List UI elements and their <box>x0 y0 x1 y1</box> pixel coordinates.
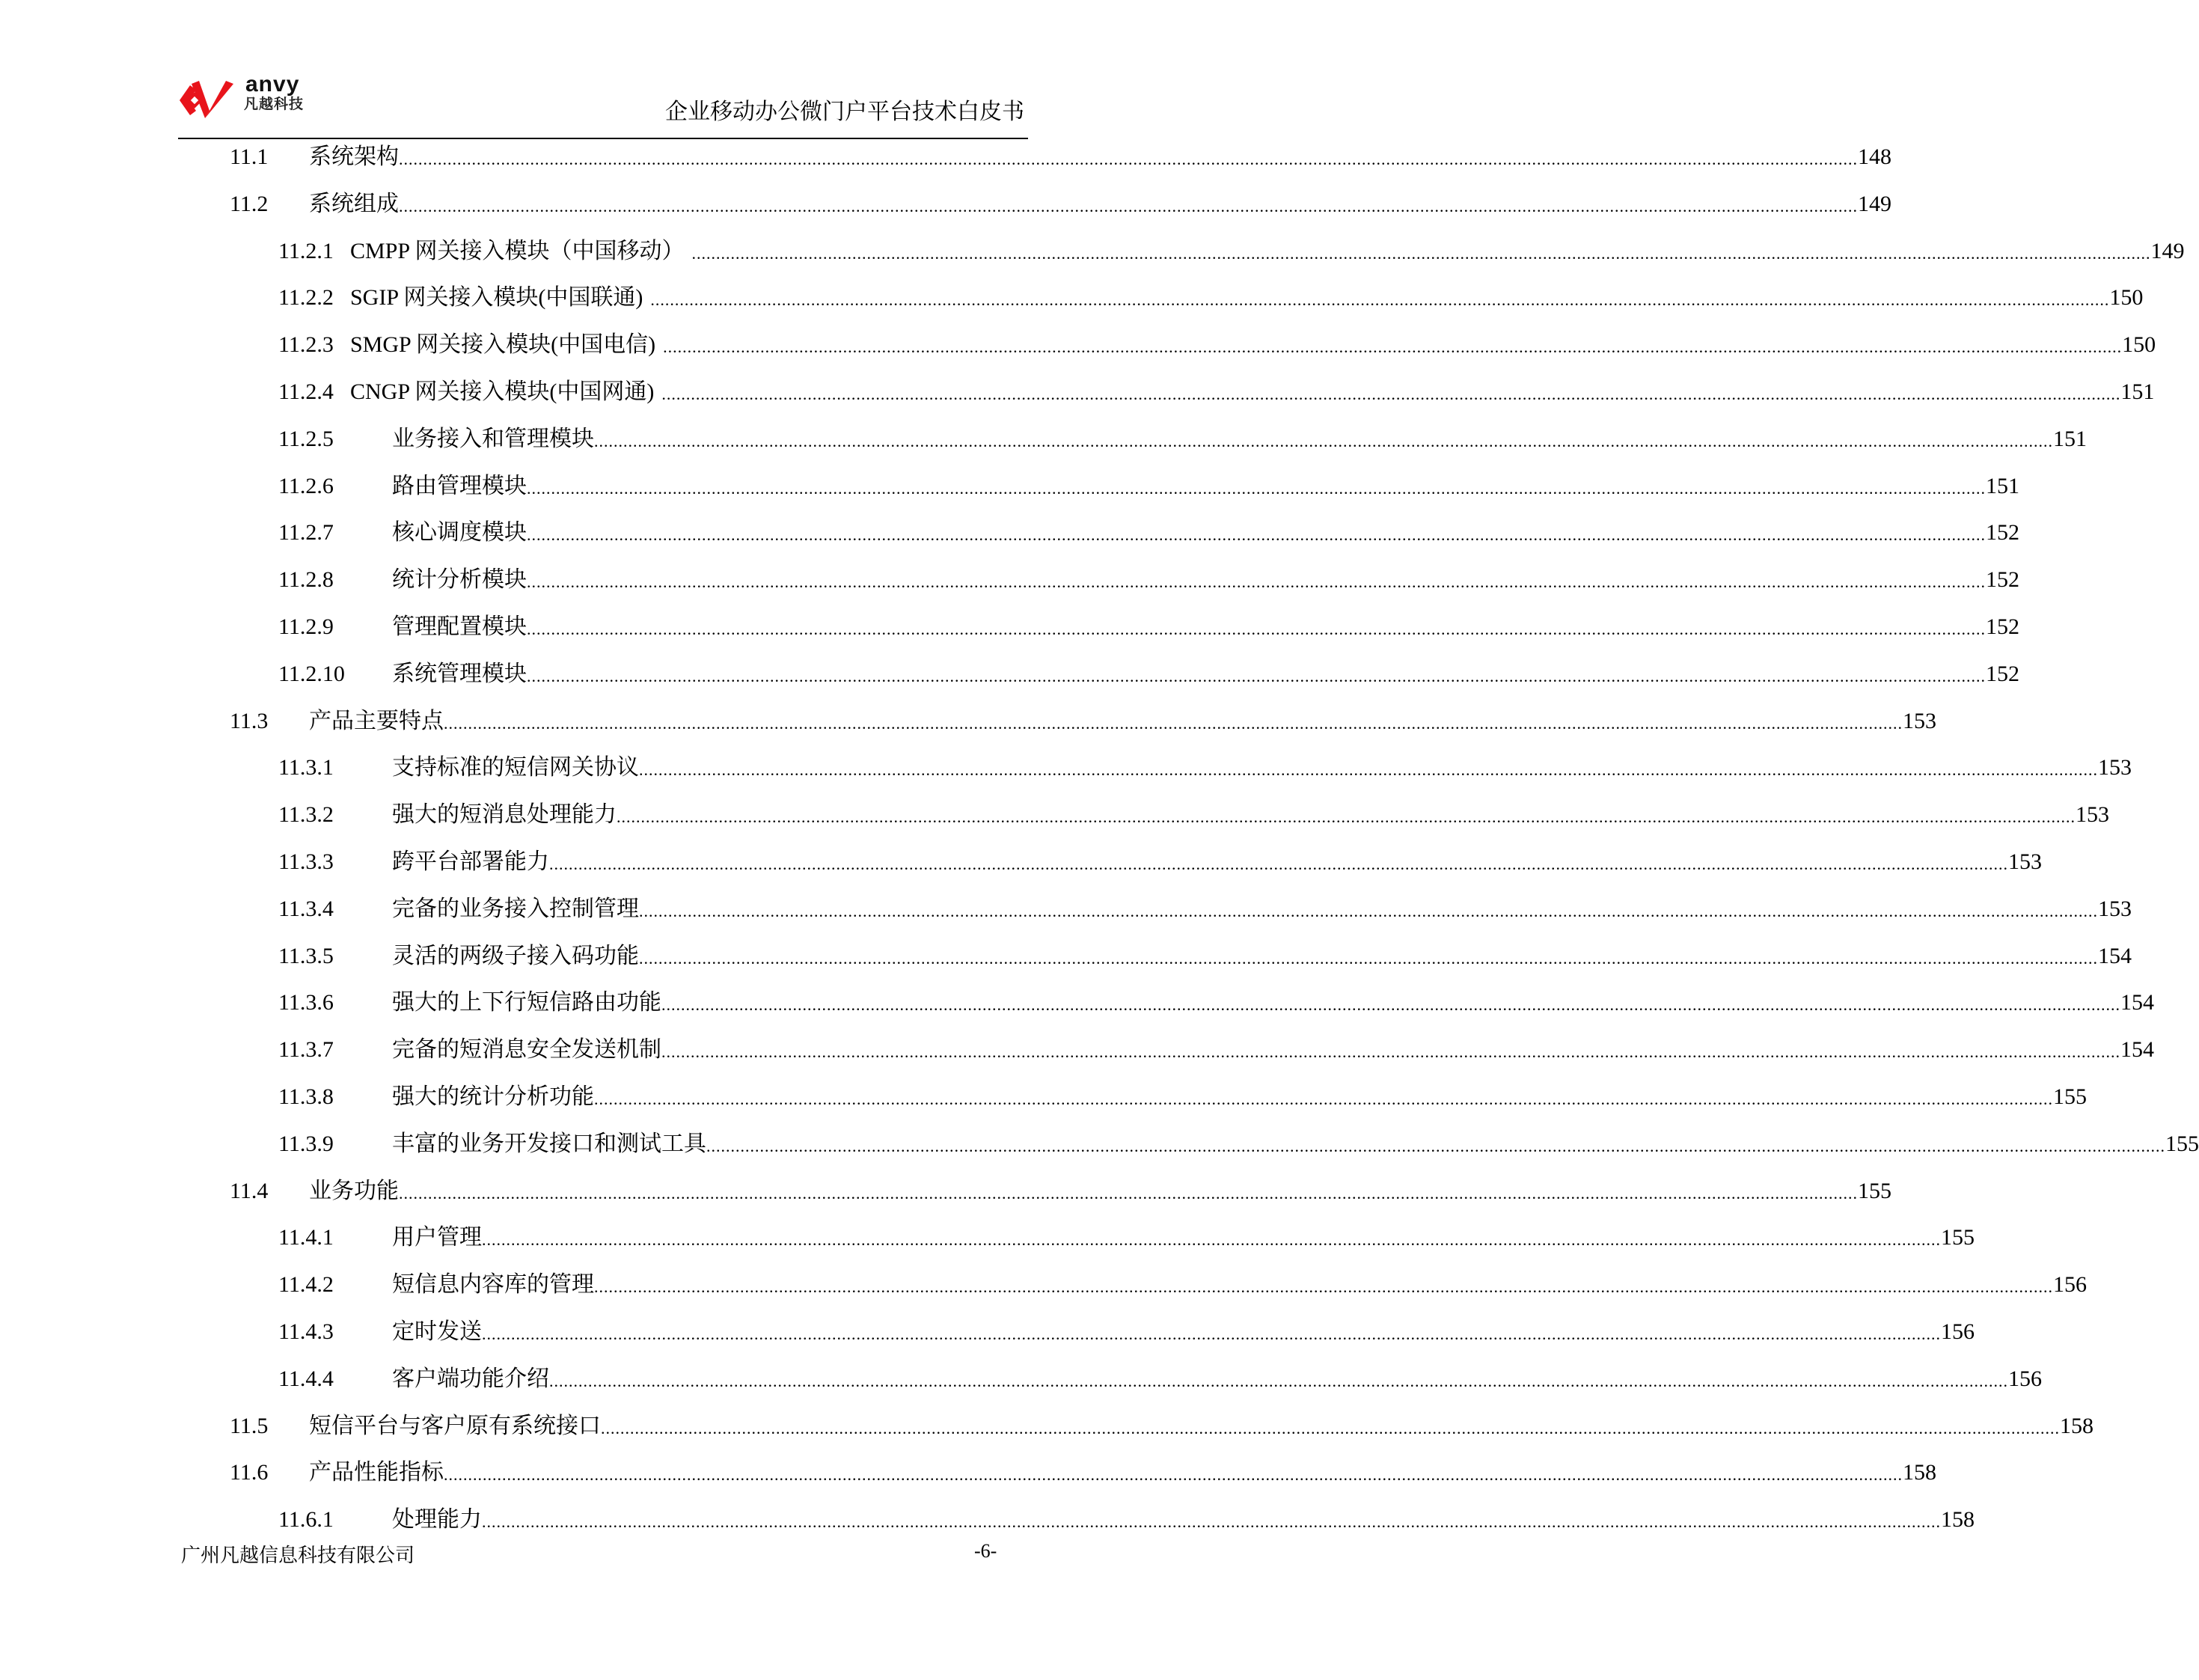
toc-entry-page: 155 <box>1941 1225 1975 1250</box>
toc-entry-page: 154 <box>2120 990 2154 1015</box>
toc-entry-page: 155 <box>2165 1131 2199 1156</box>
toc-leader-dots: ............................................................................................................................................................................................................................................................................................................ <box>639 901 2098 920</box>
toc-entry-page: 156 <box>2053 1272 2087 1298</box>
toc-entry-page: 153 <box>2098 896 2132 921</box>
toc-leader-dots: ............................................................................................................................................................................................................................................................................................................ <box>399 1183 1858 1203</box>
toc-entry-number: 11.4.2 <box>278 1272 334 1298</box>
toc-entry-title: 跨平台部署能力 <box>392 849 549 874</box>
toc-entry[interactable] <box>278 1129 2199 1159</box>
toc-entry-page: 153 <box>2098 755 2132 781</box>
logo-text-cn: 凡越科技 <box>244 96 305 112</box>
toc-entry-title: 管理配置模块 <box>392 614 527 639</box>
toc-entry-title: 短信平台与客户原有系统接口 <box>309 1413 601 1438</box>
toc-entry-number: 11.3.1 <box>278 755 334 781</box>
toc-entry-page: 154 <box>2120 1037 2154 1063</box>
toc-entry[interactable] <box>230 706 1936 736</box>
toc-entry-title: 支持标准的短信网关协议 <box>392 755 639 781</box>
toc-entry[interactable] <box>278 941 2132 971</box>
toc-entry-title: 强大的短消息处理能力 <box>392 802 617 828</box>
toc-entry-number: 11.2.8 <box>278 567 334 593</box>
toc-entry-number: 11.2.1 <box>278 238 334 263</box>
toc-entry[interactable] <box>278 612 2019 642</box>
toc-leader-dots: ............................................................................................................................................................................................................................................................................................................ <box>661 995 2120 1015</box>
logo-mark-icon <box>180 78 239 120</box>
toc-entry-page: 154 <box>2098 943 2132 968</box>
toc-entry-number: 11.3.3 <box>278 849 334 874</box>
toc-leader-dots: ............................................................................................................................................................................................................................................................................................................ <box>549 1371 2008 1390</box>
toc-leader-dots: ............................................................................................................................................................................................................................................................................................................ <box>444 713 1903 733</box>
toc-entry[interactable] <box>278 659 2019 689</box>
toc-entry[interactable] <box>278 283 2144 313</box>
toc-entry[interactable] <box>278 518 2019 548</box>
toc-entry-number: 11.4.4 <box>278 1366 334 1391</box>
toc-entry-page: 151 <box>2053 426 2087 451</box>
toc-leader-dots: ............................................................................................................................................................................................................................................................................................................ <box>691 243 2151 263</box>
document-title: 企业移动办公微门户平台技术白皮书 <box>665 100 1024 124</box>
toc-entry-number: 11.3.2 <box>278 802 334 828</box>
toc-entry-title: 完备的短消息安全发送机制 <box>392 1037 661 1063</box>
toc-entry-title: 丰富的业务开发接口和测试工具 <box>392 1131 706 1156</box>
toc-entry-title: 核心调度模块 <box>392 520 527 546</box>
toc-entry-number: 11.2.2 <box>278 285 334 311</box>
toc-entry-page: 152 <box>1986 661 2019 686</box>
footer-company: 广州凡越信息科技有限公司 <box>181 1545 415 1566</box>
toc-entry-page: 155 <box>2053 1084 2087 1109</box>
toc-entry[interactable] <box>278 565 2019 595</box>
toc-leader-dots: ............................................................................................................................................................................................................................................................................................................ <box>549 855 2008 873</box>
toc-entry-number: 11.3.5 <box>278 943 334 968</box>
toc-entry[interactable] <box>278 753 2132 783</box>
toc-entry-title: 强大的上下行短信路由功能 <box>392 990 661 1015</box>
toc-entry-page: 156 <box>2008 1366 2042 1391</box>
toc-leader-dots: ............................................................................................................................................................................................................................................................................................................ <box>527 666 1986 685</box>
toc-leader-dots: ............................................................................................................................................................................................................................................................................................................ <box>482 1512 1941 1532</box>
toc-entry-title: SGIP 网关接入模块(中国联通) <box>350 285 643 311</box>
toc-entry-number: 11.3.4 <box>278 896 334 921</box>
toc-entry-number: 11.1 <box>230 144 269 169</box>
logo-text-en: anvy <box>245 72 300 97</box>
toc-entry[interactable] <box>230 1458 1936 1488</box>
toc-entry-number: 11.2.3 <box>278 332 334 358</box>
toc-entry-number: 11.3 <box>230 708 269 733</box>
toc-entry-number: 11.3.6 <box>278 990 334 1015</box>
toc-entry[interactable] <box>278 330 2156 360</box>
toc-leader-dots: ............................................................................................................................................................................................................................................................................................................ <box>601 1418 2060 1438</box>
toc-entry-number: 11.2.7 <box>278 520 334 546</box>
toc-leader-dots: ............................................................................................................................................................................................................................................................................................................ <box>594 1277 2053 1297</box>
toc-entry-number: 11.2.10 <box>278 661 345 686</box>
toc-entry-page: 155 <box>1858 1178 1891 1203</box>
toc-leader-dots: ............................................................................................................................................................................................................................................................................................................ <box>527 620 1986 638</box>
toc-entry-page: 151 <box>2120 379 2155 404</box>
toc-entry[interactable] <box>278 894 2132 924</box>
toc-entry-page: 153 <box>2008 849 2042 874</box>
toc-entry[interactable] <box>278 1317 1975 1347</box>
toc-entry-title: 产品主要特点 <box>309 708 444 733</box>
toc-entry-page: 148 <box>1858 144 1891 169</box>
toc-entry-page: 153 <box>1903 708 1936 733</box>
toc-entry-title: 统计分析模块 <box>392 567 527 593</box>
toc-entry[interactable] <box>278 1082 2087 1112</box>
toc-entry-page: 152 <box>1986 520 2019 546</box>
toc-leader-dots: ............................................................................................................................................................................................................................................................................................................ <box>482 1230 1941 1250</box>
toc-leader-dots: ............................................................................................................................................................................................................................................................................................................ <box>617 807 2076 827</box>
toc-leader-dots: ............................................................................................................................................................................................................................................................................................................ <box>639 948 2098 968</box>
toc-entry-title: 路由管理模块 <box>392 473 527 498</box>
company-logo <box>180 72 329 120</box>
toc-entry-title: 产品性能指标 <box>309 1460 444 1485</box>
toc-entry-page: 151 <box>1986 473 2019 498</box>
toc-leader-dots: ............................................................................................................................................................................................................................................................................................................ <box>661 385 2121 403</box>
toc-entry-number: 11.6.1 <box>278 1507 334 1533</box>
toc-entry-page: 149 <box>2150 238 2185 263</box>
toc-leader-dots: ............................................................................................................................................................................................................................................................................................................ <box>482 1325 1941 1343</box>
toc-entry-number: 11.3.7 <box>278 1037 334 1063</box>
toc-entry-number: 11.2.5 <box>278 426 334 451</box>
toc-leader-dots: ............................................................................................................................................................................................................................................................................................................ <box>527 478 1986 498</box>
toc-entry-title: SMGP 网关接入模块(中国电信) <box>350 332 656 358</box>
toc-leader-dots: ............................................................................................................................................................................................................................................................................................................ <box>527 572 1986 592</box>
toc-entry-title: 业务功能 <box>309 1178 399 1203</box>
toc-entry[interactable] <box>230 1176 1891 1206</box>
toc-entry-title: 系统组成 <box>309 191 399 216</box>
toc-entry-title: 处理能力 <box>392 1507 482 1533</box>
toc-entry-page: 152 <box>1986 567 2019 593</box>
toc-entry-title: CNGP 网关接入模块(中国网通) <box>350 379 655 404</box>
footer-page-number: -6- <box>974 1540 997 1562</box>
toc-entry-number: 11.2 <box>230 191 269 216</box>
toc-leader-dots: ............................................................................................................................................................................................................................................................................................................ <box>399 196 1858 216</box>
toc-entry-number: 11.4 <box>230 1178 269 1203</box>
toc-leader-dots: ............................................................................................................................................................................................................................................................................................................ <box>639 760 2098 780</box>
toc-entry[interactable] <box>278 424 2087 454</box>
toc-entry-title: 业务接入和管理模块 <box>392 426 594 451</box>
toc-entry-number: 11.2.9 <box>278 614 334 639</box>
toc-leader-dots: ............................................................................................................................................................................................................................................................................................................ <box>527 525 1986 545</box>
toc-entry-page: 158 <box>2060 1413 2094 1438</box>
toc-leader-dots: ............................................................................................................................................................................................................................................................................................................ <box>650 290 2110 310</box>
toc-entry[interactable] <box>278 1505 1975 1535</box>
toc-entry-page: 149 <box>1858 191 1891 216</box>
toc-entry-number: 11.3.9 <box>278 1131 334 1156</box>
header-divider <box>178 138 1028 139</box>
toc-entry-title: 定时发送 <box>392 1319 482 1344</box>
toc-entry[interactable] <box>278 377 2155 407</box>
toc-entry-title: 短信息内容库的管理 <box>392 1272 594 1298</box>
toc-entry[interactable] <box>230 1411 2094 1441</box>
toc-entry-title: 系统管理模块 <box>392 661 527 686</box>
toc-entry-title: 完备的业务接入控制管理 <box>392 896 639 921</box>
toc-leader-dots: ............................................................................................................................................................................................................................................................................................................ <box>594 1090 2053 1108</box>
toc-entry-title: 客户端功能介绍 <box>392 1366 549 1391</box>
toc-entry-page: 153 <box>2076 802 2109 828</box>
toc-entry-number: 11.6 <box>230 1460 269 1485</box>
toc-entry[interactable] <box>278 1364 2042 1394</box>
toc-entry[interactable] <box>278 236 2185 266</box>
toc-entry[interactable] <box>278 988 2154 1018</box>
toc-entry[interactable] <box>278 847 2042 877</box>
toc-entry[interactable] <box>278 1223 1975 1253</box>
toc-leader-dots: ............................................................................................................................................................................................................................................................................................................ <box>444 1465 1903 1485</box>
toc-leader-dots: ............................................................................................................................................................................................................................................................................................................ <box>661 1042 2120 1062</box>
toc-entry-number: 11.5 <box>230 1413 269 1438</box>
toc-entry-page: 150 <box>2109 285 2144 311</box>
toc-leader-dots: ............................................................................................................................................................................................................................................................................................................ <box>399 150 1858 168</box>
toc-entry-page: 156 <box>1941 1319 1975 1344</box>
toc-entry[interactable] <box>278 800 2109 830</box>
toc-entry[interactable] <box>230 142 1891 172</box>
toc-leader-dots: ............................................................................................................................................................................................................................................................................................................ <box>706 1136 2165 1155</box>
toc-entry-page: 158 <box>1903 1460 1936 1485</box>
toc-entry-title: 系统架构 <box>309 144 399 169</box>
toc-entry-title: CMPP 网关接入模块（中国移动） <box>350 238 685 263</box>
toc-entry[interactable] <box>230 189 1891 219</box>
toc-entry-number: 11.2.6 <box>278 473 334 498</box>
toc-entry-title: 强大的统计分析功能 <box>392 1084 594 1109</box>
toc-entry-number: 11.4.1 <box>278 1225 334 1250</box>
toc-entry-number: 11.4.3 <box>278 1319 334 1344</box>
toc-entry-number: 11.2.4 <box>278 379 334 404</box>
toc-entry[interactable] <box>278 1035 2154 1065</box>
toc-entry[interactable] <box>278 471 2019 501</box>
toc-leader-dots: ............................................................................................................................................................................................................................................................................................................ <box>663 337 2123 357</box>
toc-entry-title: 灵活的两级子接入码功能 <box>392 943 639 968</box>
toc-entry-page: 158 <box>1941 1507 1975 1533</box>
toc-entry-title: 用户管理 <box>392 1225 482 1250</box>
toc-entry-page: 152 <box>1986 614 2019 639</box>
toc-leader-dots: ............................................................................................................................................................................................................................................................................................................ <box>594 431 2053 450</box>
toc-entry[interactable] <box>278 1270 2087 1300</box>
toc-entry-number: 11.3.8 <box>278 1084 334 1109</box>
toc-entry-page: 150 <box>2122 332 2156 358</box>
